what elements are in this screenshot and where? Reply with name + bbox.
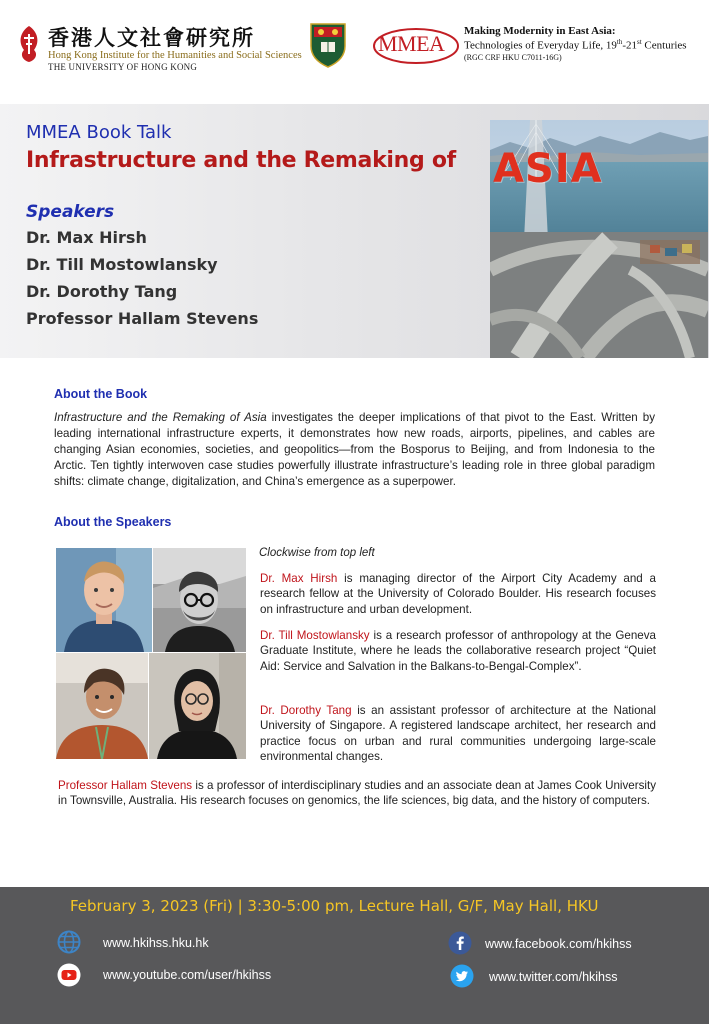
bio-speaker-name: Dr. Max Hirsh — [260, 572, 338, 585]
twitter-link[interactable]: www.twitter.com/hkihss — [489, 970, 618, 984]
speaker-photo-hallam-stevens — [56, 653, 148, 759]
speaker-photo-till-mostowlansky — [153, 548, 246, 652]
facebook-link[interactable]: www.facebook.com/hkihss — [485, 937, 632, 951]
photo-caption: Clockwise from top left — [259, 547, 375, 559]
hkihss-logo-icon — [14, 24, 44, 64]
speaker-photo-dorothy-tang — [149, 653, 246, 759]
mmea-logo-text: MMEA — [378, 31, 445, 56]
event-series: MMEA Book Talk — [26, 122, 172, 143]
website-link[interactable]: www.hkihss.hku.hk — [103, 936, 209, 950]
cover-word-asia: ASIA — [493, 146, 603, 192]
footer — [0, 887, 709, 1024]
mmea-project-title: Making Modernity in East Asia: — [464, 25, 616, 37]
bio-max-hirsh: Dr. Max Hirsh is managing director of the Airport City Academy and a research fellow at the University of Colorado Boulder. His research focuses on infrastructure and urban development. — [260, 572, 656, 616]
hku-crest-icon — [309, 22, 347, 68]
bio-speaker-name: Professor Hallam Stevens — [58, 779, 193, 792]
book-title: Infrastructure and the Remaking of — [26, 148, 456, 173]
institute-name-english: Hong Kong Institute for the Humanities and Social Sciences — [48, 50, 302, 61]
speaker-name: Dr. Till Mostowlansky — [26, 255, 218, 274]
facebook-icon — [448, 931, 472, 955]
about-book-heading: About the Book — [54, 387, 148, 401]
event-datetime-venue: February 3, 2023 (Fri) | 3:30-5:00 pm, Lecture Hall, G/F, May Hall, HKU — [70, 897, 599, 915]
speaker-name: Dr. Dorothy Tang — [26, 282, 178, 301]
mmea-project-subtitle: Technologies of Everyday Life, 19th-21st Centuries — [464, 38, 687, 52]
about-speakers-heading: About the Speakers — [54, 515, 172, 529]
bio-speaker-name: Dr. Till Mostowlansky — [260, 629, 370, 642]
mmea-grant-number: (RGC CRF HKU C7011-16G) — [464, 53, 562, 62]
youtube-link[interactable]: www.youtube.com/user/hkihss — [103, 968, 272, 982]
header — [0, 0, 709, 100]
globe-icon — [57, 930, 81, 954]
bio-hallam-stevens: Professor Hallam Stevens is a professor of interdisciplinary studies and an associate dean at James Cook University in Townsville, Australia. His research focuses on genomics, the life sciences, big data, and the history of computers. — [58, 779, 656, 808]
event-banner — [0, 104, 709, 358]
book-title-italic: Infrastructure and the Remaking of Asia — [54, 411, 267, 424]
bio-speaker-name: Dr. Dorothy Tang — [260, 704, 352, 717]
twitter-icon — [450, 964, 474, 988]
bio-dorothy-tang: Dr. Dorothy Tang is an assistant professor of architecture at the National University of Singapore. A registered landscape architect, her research and practice focus on urban and rural communities undergoing large-scale environmental changes. — [260, 704, 656, 763]
institute-name-chinese: 香港人文社會研究所 — [48, 25, 255, 50]
youtube-icon — [57, 963, 81, 987]
speaker-name: Professor Hallam Stevens — [26, 309, 259, 328]
speakers-label: Speakers — [26, 202, 115, 222]
speaker-name: Dr. Max Hirsh — [26, 228, 147, 247]
about-book-text: Infrastructure and the Remaking of Asia investigates the deeper implications of that pivot to the East. Written by leading international infrastructure experts, it demonstrates how new roads, airports, pipelines, and cables are changing Asian economies, societies, and geopolitics—from the Bosporus to Beijing, and from Indonesia to the Arctic. Ten tightly interwoven case studies powerfully illustrate infrastructure’s leading role in three global paradigm shifts: climate change, digitalization, and China’s emergence as a superpower. — [54, 411, 655, 488]
speaker-photo-max-hirsh — [56, 548, 152, 652]
bio-till-mostowlansky: Dr. Till Mostowlansky is a research professor of anthropology at the Geneva Graduate Institute, where he leads the collaborative research project “Quiet Aid: Service and Salvation in the Balkans-to-Bengal-Complex”. — [260, 629, 656, 673]
university-name: THE UNIVERSITY OF HONG KONG — [48, 62, 198, 72]
